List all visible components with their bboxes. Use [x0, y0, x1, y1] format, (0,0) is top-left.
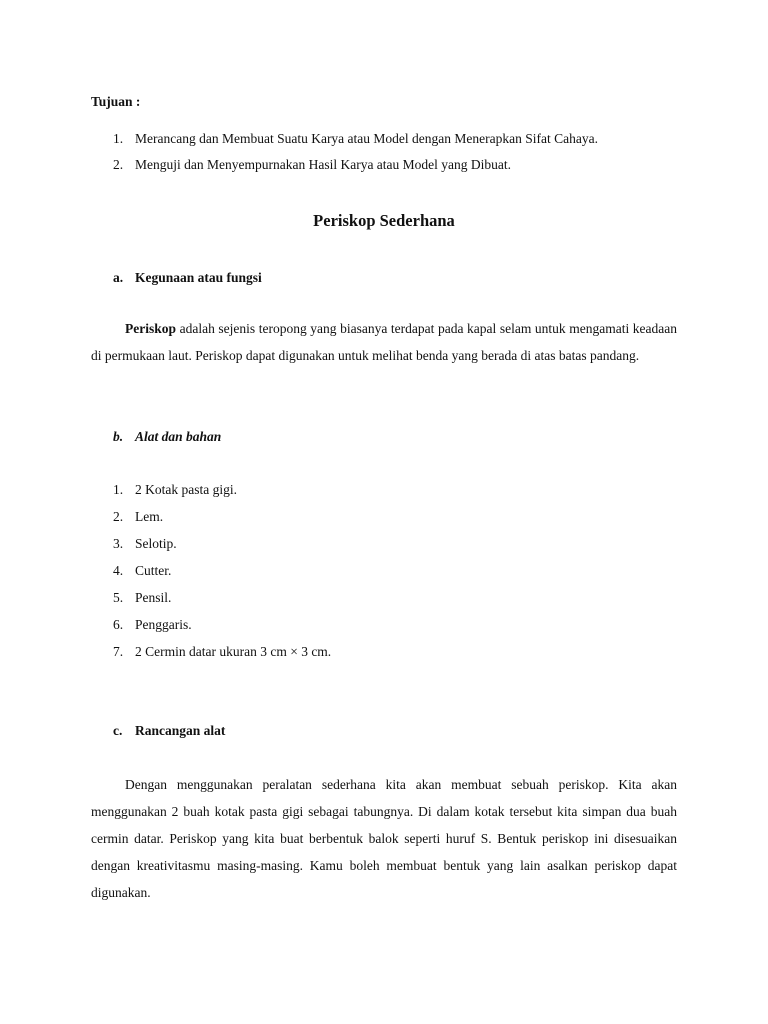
tujuan-item: Menguji dan Menyempurnakan Hasil Karya atau Model yang Dibuat.: [135, 157, 512, 172]
material-item-number: 6.: [113, 617, 124, 632]
material-item: Penggaris.: [135, 617, 192, 632]
section-c-paragraph: Dengan menggunakan peralatan sederhana kita akan membuat sebuah periskop. Kita akan menggunakan 2 buah kotak pasta gigi sebagai tabungnya. Di dalam kotak tersebut kita simpan dua buah cermin datar. Periskop yang kita buat berbentuk balok seperti huruf S. Bentuk periskop ini disesuaikan dengan kreativitasmu masing-masing. Kamu boleh membuat bentuk yang lain asalkan periskop dapat digunakan.: [91, 777, 677, 900]
material-item: Selotip.: [135, 536, 177, 551]
section-a-paragraph-text: adalah sejenis teropong yang biasanya terdapat pada kapal selam untuk mengamati keadaan di permukaan laut. Periskop dapat digunakan untuk melihat benda yang berada di atas batas pandang.: [91, 321, 677, 363]
material-item: Pensil.: [135, 590, 172, 605]
material-item-number: 2.: [113, 509, 124, 524]
material-item-number: 3.: [113, 536, 124, 551]
material-item-number: 5.: [113, 590, 124, 605]
tujuan-item-number: 2.: [113, 157, 124, 172]
section-b-heading: Alat dan bahan: [135, 429, 222, 444]
material-item: Cutter.: [135, 563, 172, 578]
section-a-paragraph: [91, 315, 677, 369]
section-a-letter: a.: [113, 270, 124, 285]
section-c-letter: c.: [113, 723, 123, 738]
material-item: 2 Kotak pasta gigi.: [135, 482, 237, 497]
section-b-letter: b.: [113, 429, 124, 444]
material-item: Lem.: [135, 509, 164, 524]
material-item-number: 4.: [113, 563, 124, 578]
tujuan-heading: Tujuan :: [91, 94, 141, 109]
section-a-heading: Kegunaan atau fungsi: [135, 270, 262, 285]
material-item-number: 7.: [113, 644, 124, 659]
document-title: Periskop Sederhana: [313, 211, 455, 230]
periskop-lead-word: Periskop: [125, 321, 177, 336]
material-item-number: 1.: [113, 482, 124, 497]
section-c-heading: Rancangan alat: [135, 723, 226, 738]
tujuan-item: Merancang dan Membuat Suatu Karya atau Model dengan Menerapkan Sifat Cahaya.: [135, 131, 598, 146]
material-item: 2 Cermin datar ukuran 3 cm × 3 cm.: [135, 644, 332, 659]
tujuan-item-number: 1.: [113, 131, 124, 146]
